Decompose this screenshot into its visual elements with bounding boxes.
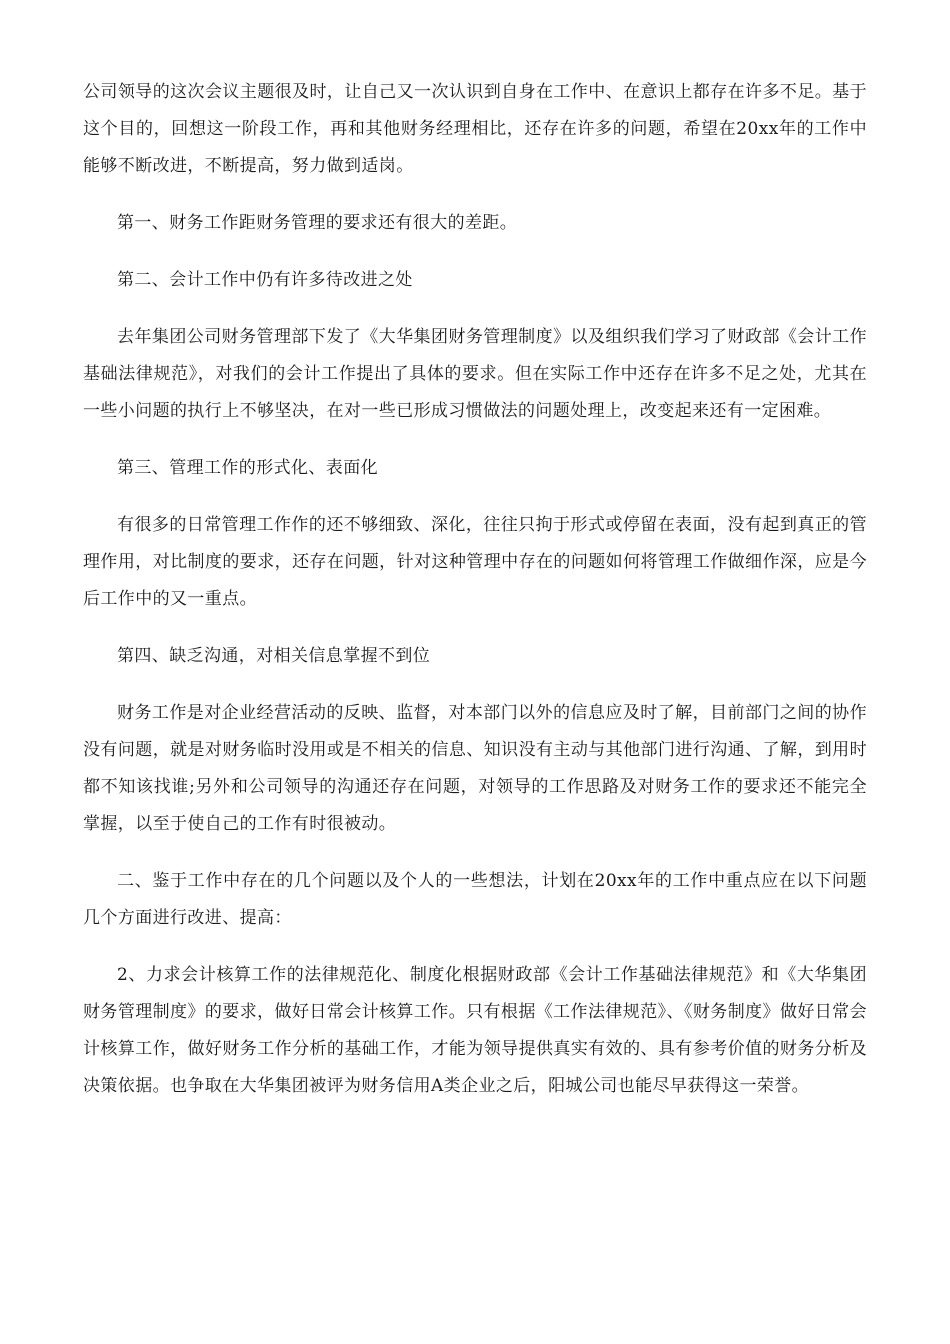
heading-section-two: 二、鉴于工作中存在的几个问题以及个人的一些想法，计划在20xx年的工作中重点应在以下问题几个方面进行改进、提高：: [83, 871, 867, 928]
paragraph-point-three-detail: 有很多的日常管理工作作的还不够细致、深化，往往只拘于形式或停留在表面，没有起到真正的管理作用，对比制度的要求，还存在问题，针对这种管理中存在的问题如何将管理工作做细作深，应是今后工作中的又一重点。: [83, 515, 867, 609]
paragraph-intro: 公司领导的这次会议主题很及时，让自己又一次认识到自身在工作中、在意识上都存在许多不足。基于这个目的，回想这一阶段工作，再和其他财务经理相比，还存在许多的问题，希望在20xx年的工作中能够不断改进，不断提高，努力做到适岗。: [83, 82, 867, 176]
paragraph-point-two-detail: 去年集团公司财务管理部下发了《大华集团财务管理制度》以及组织我们学习了财政部《会计工作基础法律规范》，对我们的会计工作提出了具体的要求。但在实际工作中还存在许多不足之处，尤其在一些小问题的执行上不够坚决，在对一些已形成习惯做法的问题处理上，改变起来还有一定困难。: [83, 327, 867, 421]
heading-point-one: 第一、财务工作距财务管理的要求还有很大的差距。: [117, 213, 518, 233]
heading-point-four: 第四、缺乏沟通，对相关信息掌握不到位: [117, 646, 431, 666]
heading-point-three: 第三、管理工作的形式化、表面化: [117, 458, 378, 478]
document-body: [83, 74, 867, 1125]
paragraph-point-four-detail: 财务工作是对企业经营活动的反映、监督，对本部门以外的信息应及时了解，目前部门之间的协作没有问题，就是对财务临时没用或是不相关的信息、知识没有主动与其他部门进行沟通、了解，到用时都不知该找谁;另外和公司领导的沟通还存在问题，对领导的工作思路及对财务工作的要求还不能完全掌握，以至于使自己的工作有时很被动。: [83, 703, 867, 834]
paragraph-item-two: 2、力求会计核算工作的法律规范化、制度化根据财政部《会计工作基础法律规范》和《大华集团财务管理制度》的要求，做好日常会计核算工作。只有根据《工作法律规范》、《财务制度》做好日常会计核算工作，做好财务工作分析的基础工作，才能为领导提供真实有效的、具有参考价值的财务分析及决策依据。也争取在大华集团被评为财务信用A类企业之后，阳城公司也能尽早获得这一荣誉。: [83, 965, 867, 1096]
heading-point-two: 第二、会计工作中仍有许多待改进之处: [117, 270, 413, 290]
